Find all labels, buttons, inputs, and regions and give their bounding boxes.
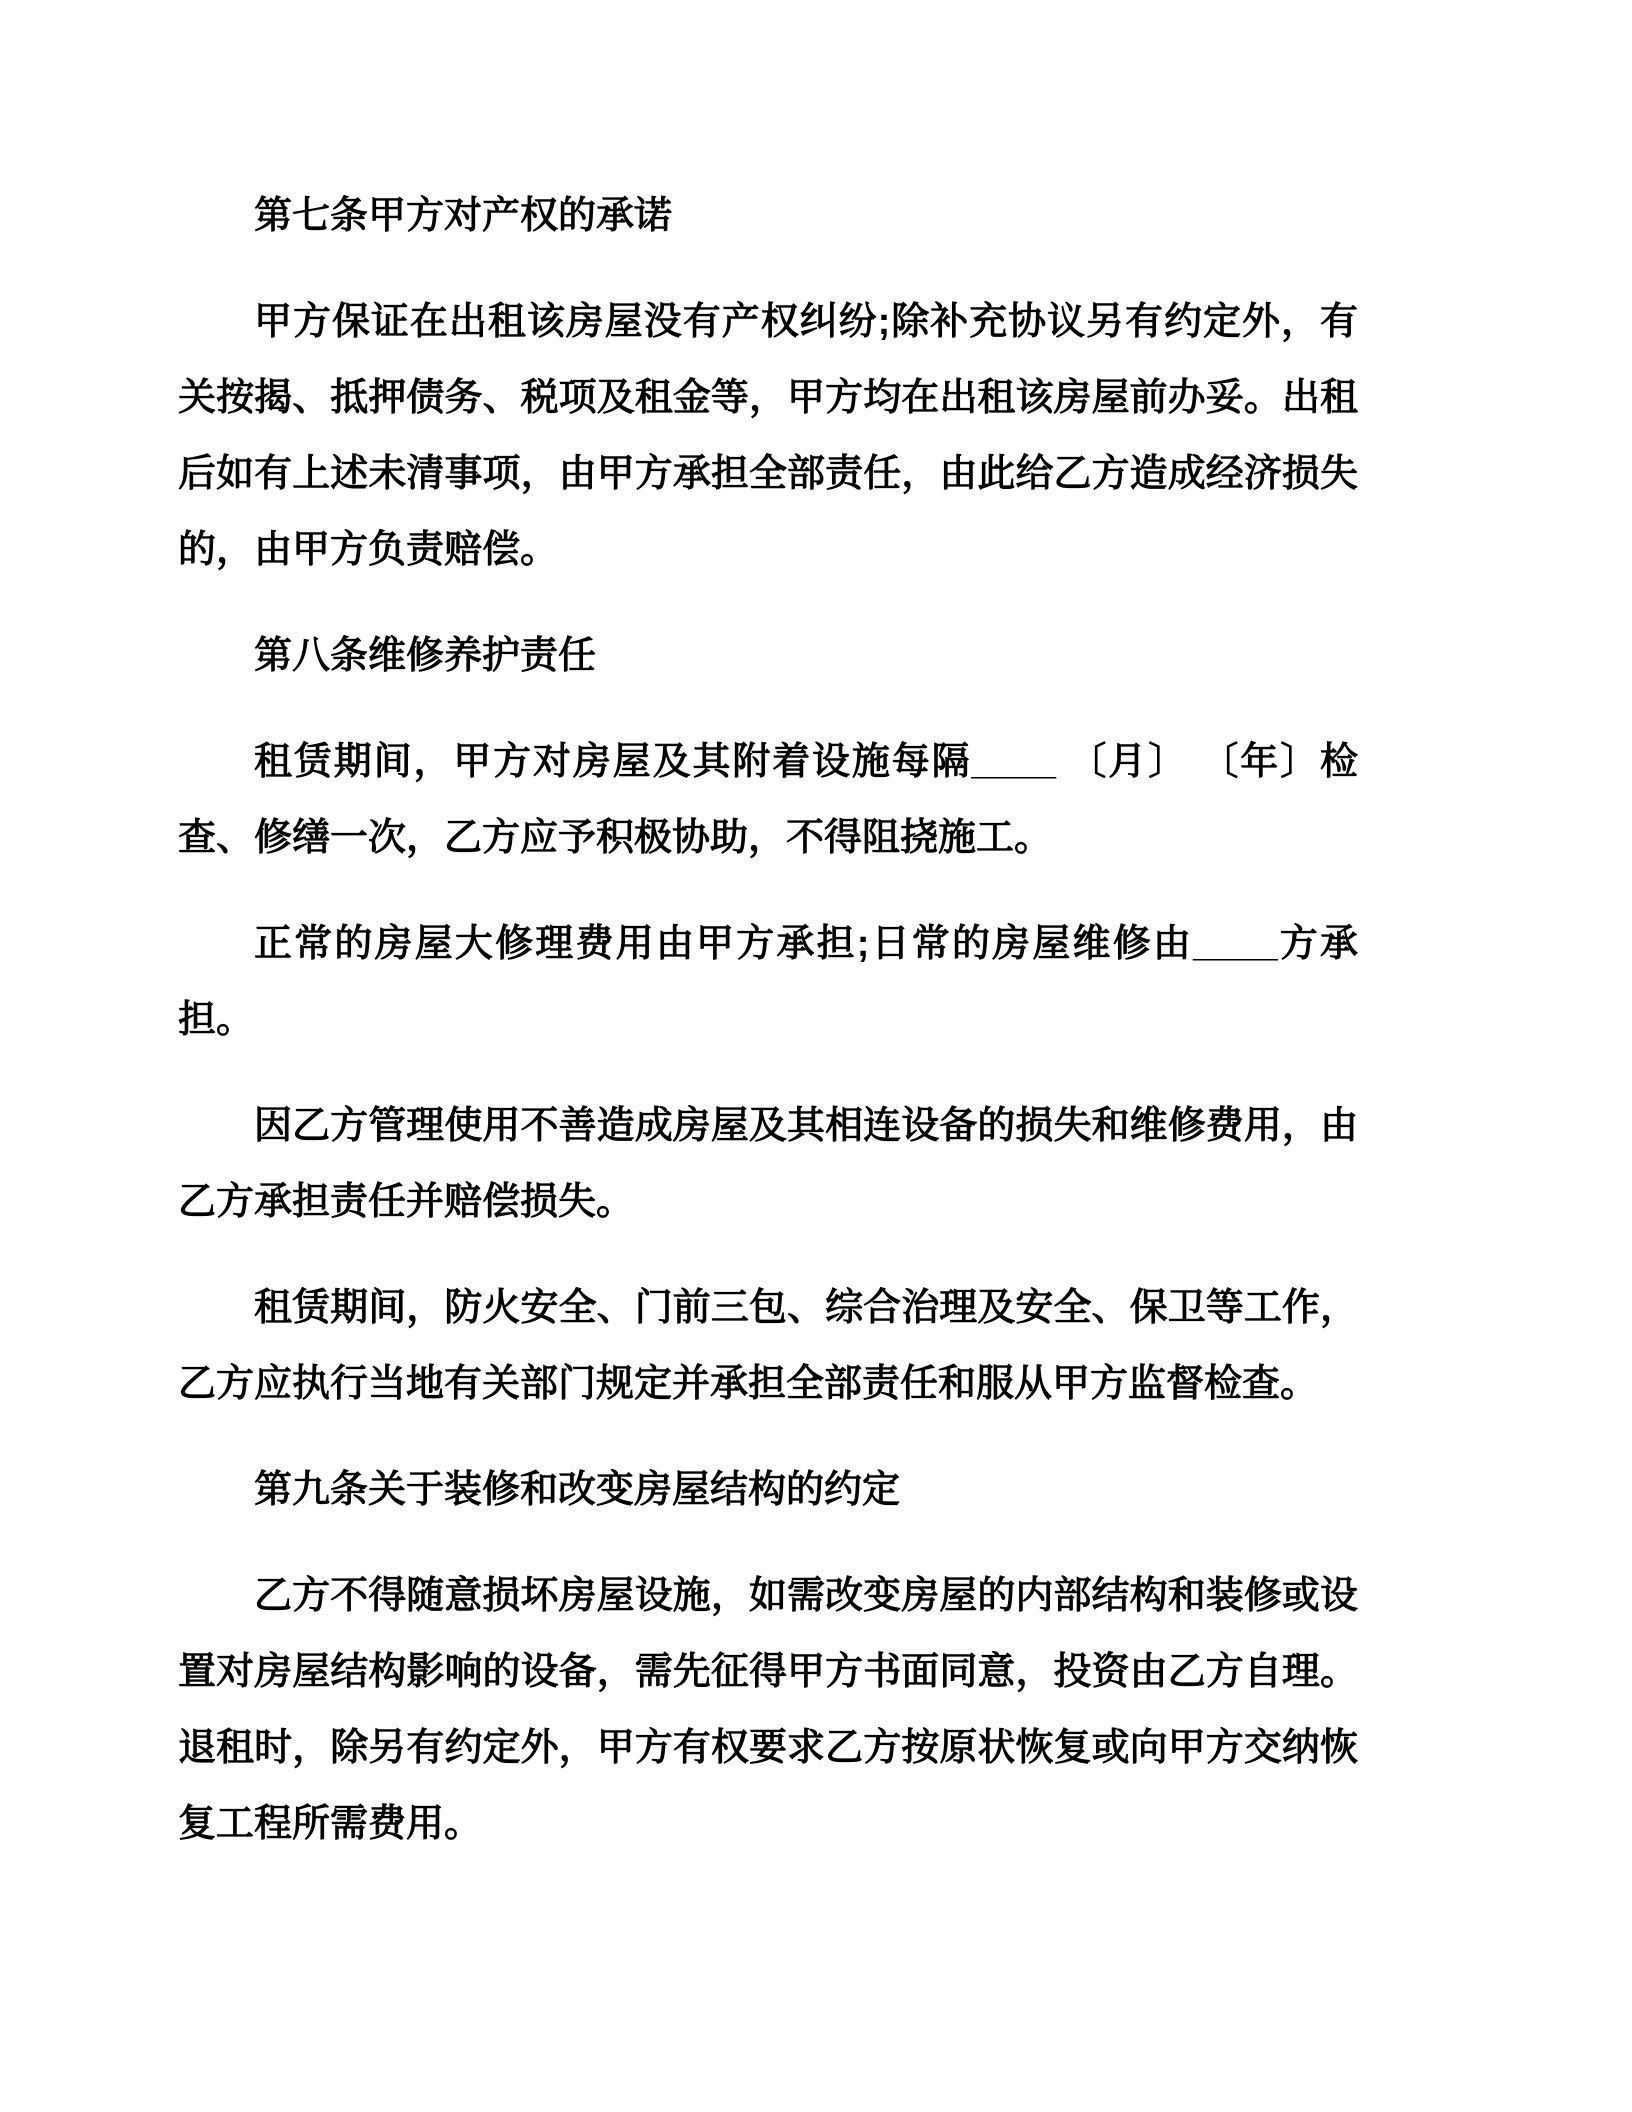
document-body (178, 178, 1358, 1862)
section-heading: 第九条关于装修和改变房屋结构的约定 (254, 1469, 901, 1511)
section-heading: 第七条甲方对产权的承诺 (254, 195, 673, 237)
paragraph: 租赁期间，甲方对房屋及其附着设施每隔____ 〔月〕 〔年〕检查、修缮一次，乙方应予积极协助，不得阻挠施工。 (178, 741, 1358, 859)
paragraph: 正常的房屋大修理费用由甲方承担;日常的房屋维修由____方承担。 (178, 923, 1358, 1041)
paragraph: 甲方保证在出租该房屋没有产权纠纷;除补充协议另有约定外，有关按揭、抵押债务、税项及租金等，甲方均在出租该房屋前办妥。出租后如有上述未清事项，由甲方承担全部责任，由此给乙方造成经济损失的，由甲方负责赔偿。 (178, 301, 1358, 571)
paragraph: 租赁期间，防火安全、门前三包、综合治理及安全、保卫等工作，乙方应执行当地有关部门规定并承担全部责任和服从甲方监督检查。 (178, 1287, 1358, 1405)
paragraph: 乙方不得随意损坏房屋设施，如需改变房屋的内部结构和装修或设置对房屋结构影响的设备，需先征得甲方书面同意，投资由乙方自理。退租时，除另有约定外，甲方有权要求乙方按原状恢复或向甲方交纳恢复工程所需费用。 (178, 1575, 1358, 1845)
paragraph: 因乙方管理使用不善造成房屋及其相连设备的损失和维修费用，由乙方承担责任并赔偿损失。 (178, 1105, 1358, 1223)
section-heading: 第八条维修养护责任 (254, 635, 597, 677)
